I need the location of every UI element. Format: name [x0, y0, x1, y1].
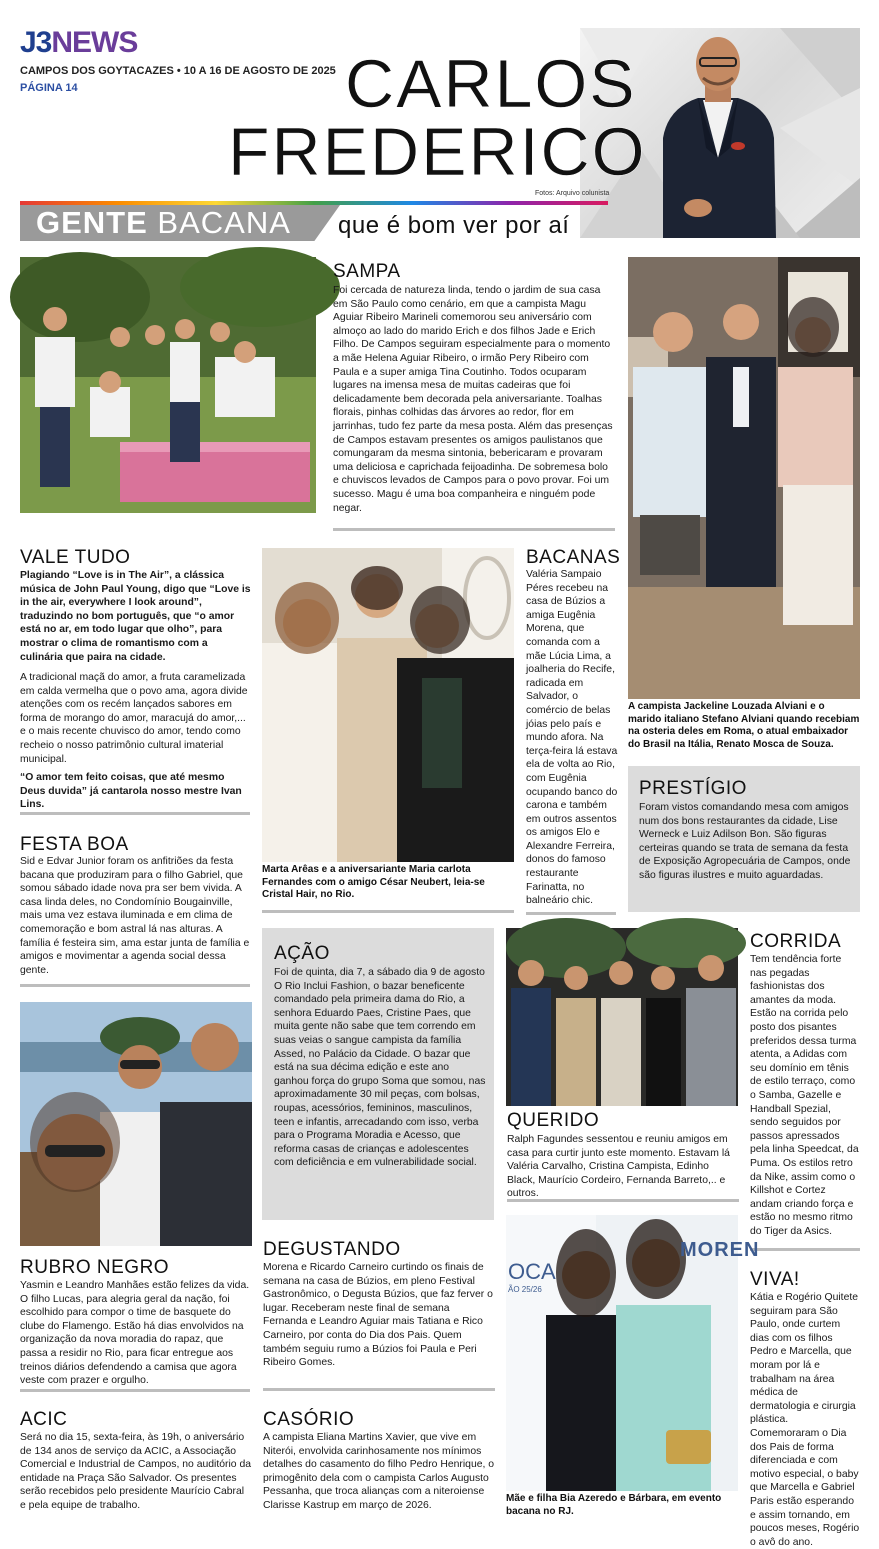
section-body-sampa: Foi cercada de natureza linda, tendo o jardim de sua casa em São Paulo como cenário, em que a campista Magu Aguiar Ribeiro Marineli comemorou seu aniversário com almoço ao lado do marido Erich e dos filhos Jade e Erich Filho. De Campos seguiram especialmente para o momento a mãe Helena Aguiar Ribeiro, o irmão Pery Ribeiro com Paula e a super amiga Tina Coutinho. Todos ocuparam lugares na imensa mesa de muitas cadeiras que foi delicadamente bem decorada pela aniversariante. Toalhas florais, pinhas colhidas das árvores ao redor, flor em jarrinhas, tudo fez parte da mesa posta. Além das presenças de Campos estavam presentes os amigos paulistanos que comungaram da mesma sintonia, bebericaram e provaram uma deliciosa e caprichada feijoadinha. De sobremesa bolo e chuviscos levados de Campos para o povo provar. Foi um sucesso. Magu é uma boa companheira e ninguém pode negar. — [333, 285, 613, 514]
section-body-vale-tudo: A tradicional maçã do amor, a fruta caramelizada em calda vermelha que o povo ama, agora divide atenções com os recém lançados sabores em forma de morango do amor, maracujá do amor,... e o mais recente chuvisco do amor, tendo como recheio o nosso patrimônio cultural imaterial municipal. — [20, 672, 248, 765]
photo-credit: Fotos: Arquivo colunista — [535, 190, 610, 197]
columnist-portrait — [658, 28, 778, 238]
photo-marta-cristal-hair — [262, 548, 514, 862]
column-banner-title — [36, 206, 291, 240]
photo-sign-moreno: MOREN — [680, 1239, 760, 1261]
divider — [263, 1388, 495, 1391]
section-body-acic: Será no dia 15, sexta-feira, às 19h, o aniversário de 134 anos de serviço da ACIC, a Associação Comercial e Industrial de Campos, no auditório da entidade na Praça São Salvador. Os presentes serão recebidos pelo presidente Maurício Cabral e pela equipe de trabalho. — [20, 1432, 252, 1511]
j3news-logo[interactable] — [20, 28, 137, 58]
photo-querido-group — [506, 928, 738, 1106]
photo-bia-barbara — [506, 1215, 760, 1491]
caption-marta: Marta Arêas e a aniversariante Maria carlota Fernandes com o amigo César Neubert, leia-se Cristal Hair, no Rio. — [262, 864, 485, 900]
photo-roma-osteria — [628, 257, 860, 699]
section-title-querido: QUERIDO — [507, 1110, 600, 1131]
photo-sign-oca-sub: ÃO 25/26 — [508, 1285, 542, 1294]
section-body-querido: Ralph Fagundes sessentou e reuniu amigos em casa para curtir junto este momento. Estavam lá Valéria Carvalho, Cristina Campista, Edinho Black, Maurício Cordeiro, Fernanda Barreto,.. e outros. — [507, 1134, 730, 1200]
photo-sampa-garden — [20, 257, 316, 513]
photo-sign-oca: OCA — [508, 1259, 556, 1284]
section-body-bacanas: Valéria Sampaio Péres recebeu na casa de Búzios a amiga Eugênia Morena, que comanda com a mãe Lúcia Lima, a joalheria do Recife, radicada em Salvador, o comércio de belas jóias pelo país e mundo afora. Na terça-feira lá estava ela de volta ao Rio, com Eugênia ocupando banco do carona e também em outros assentos os amigos Elo e Alexandre Ferreira, donos do famoso restaurante Farinatta, no balneário chic. — [526, 569, 618, 907]
logo-j3: J3 — [20, 26, 52, 59]
columnist-name-last: FREDERICO — [228, 114, 647, 190]
section-lead-vale-tudo: Plagiando “Love is in The Air”, a clássica música de John Paul Young, digo que “Love is in the air, everywhere I look around”, traduzindo no bom português, que “o amor está no ar, em todo lugar que olho”, para mostrar o clima de romantismo com a culinária que paira na cidade. — [20, 570, 251, 663]
divider — [20, 984, 250, 987]
section-title-rubro-negro: RUBRO NEGRO — [20, 1257, 170, 1278]
divider — [20, 1389, 250, 1392]
section-quote-vale-tudo: “O amor tem feito coisas, que até mesmo Deus duvida” já cantarola nosso mestre Ivan Lins. — [20, 772, 242, 811]
columnist-name-first: CARLOS — [345, 46, 637, 122]
section-body-rubro-negro: Yasmin e Leandro Manhães estão felizes da vida. O filho Lucas, para alegria geral da nação, foi escolhido para compor o time de basquete do clube do Flamengo. Estão há dias envolvidos na organização da nova moradia do rapaz, que passa a residir no Rio, para ficar entregue aos treinos diários defendendo a camisa que agora veste com prazer e orgulho. — [20, 1280, 250, 1387]
logo-news: NEWS — [51, 26, 138, 59]
divider — [750, 1248, 860, 1251]
section-title-prestigio: PRESTÍGIO — [639, 778, 747, 799]
divider — [507, 1199, 739, 1202]
divider — [262, 910, 514, 913]
section-title-degustando: DEGUSTANDO — [263, 1239, 401, 1260]
column-banner-subtitle: que é bom ver por aí — [338, 212, 570, 239]
section-body-degustando: Morena e Ricardo Carneiro curtindo os finais de semana na casa de Búzios, em pleno Festival Gastronômico, o Degusta Búzios, que faz ferver o lugar. Receberam neste final de semana Fernanda e Leandro Aguiar mais Tatiana e Rico Carneiro, por conta do Dia dos Pais. Quem também seguiu rumo a Búzios foi Paula e Peri Ribeiro Gomes. — [263, 1262, 493, 1369]
section-title-vale-tudo: VALE TUDO — [20, 547, 131, 568]
section-body-viva: Kátia e Rogério Quitete seguiram para São Paulo, onde curtem dias com os filhos Pedro e Marcella, que moram por lá e trabalham na área médica de dermatologia e cirurgia plástica. Comemoraram o Dia dos Pais de forma diferenciada e com motivo especial, o baby que Marcella e Gabriel Paris estão esperando e assim tornando, em poucos meses, Rogério o avô do ano. — [750, 1292, 860, 1548]
section-body-acao: Foi de quinta, dia 7, a sábado dia 9 de agosto O Rio Inclui Fashion, o bazar beneficente comandado pela primeira dama do Rio, a senhora Eduardo Paes, Cristine Paes, que muita gente não sabe que tem correndo em suas veias o sangue campista da família Assed, no Palácio da Cidade. O bazar que está na sua décima edição e este ano ganhou força do grupo Soma que somou, nas aproximadamente 30 mil peças, com bolsas, roupas, acessórios, femininos, masculinos, teen e infantis, arrecadando com isso, verba para o Programa Moradia e Acesso, que reforma casas de crianças e adolescentes com deficiência e em vulnerabilidade social. — [274, 967, 486, 1169]
section-title-sampa: SAMPA — [333, 261, 401, 282]
section-body-festa-boa: Sid e Edvar Junior foram os anfitriões da festa bacana que produziram para o filho Gabriel, que somou sábado idade nova pra ser bem vivida. A casa linda deles, no Condomínio Bougainville, mais uma vez estava iluminada e em clima de comemoração e bom astral lá nas alturas. A família é festeira sim, ama estar junta de família e amigos e movimentar a agenda social dessa gente. — [20, 856, 250, 976]
banner-bold-word: GENTE — [36, 205, 148, 240]
banner-light-word: BACANA — [157, 205, 291, 240]
section-body-casorio: A campista Eliana Martins Xavier, que vive em Niterói, envolvida carinhosamente nos mínimos detalhes do casamento do filho Pedro Henrique, o primogênito dela com o campista Carlos Augusto Pessanha, que troca alianças com a niteroiense Clarisse Kastrup em março de 2026. — [263, 1432, 495, 1511]
section-body-prestigio: Foram vistos comandando mesa com amigos num dos bons restaurantes da cidade, Lise Werneck e Luiz Adilson Bon. São figuras certeiras quando se trata de semana da festa de Exposição Agropecuária de Campos, onde são figuras ilustres e muito aguardadas. — [639, 802, 851, 881]
section-title-acao: AÇÃO — [274, 943, 330, 964]
divider — [526, 912, 616, 915]
section-title-acic: ACIC — [20, 1409, 68, 1430]
divider — [333, 528, 615, 531]
caption-roma: A campista Jackeline Louzada Alviani e o marido italiano Stefano Alviani quando recebiam na osteria deles em Roma, o atual embaixador do Brasil na Itália, Renato Mosca de Souza. — [628, 701, 860, 750]
dateline: CAMPOS DOS GOYTACAZES • 10 A 16 DE AGOSTO DE 2025 — [20, 65, 336, 77]
page-number: PÁGINA 14 — [20, 82, 78, 94]
section-title-casorio: CASÓRIO — [263, 1409, 355, 1430]
section-title-bacanas: BACANAS — [526, 547, 621, 568]
caption-bia: Mãe e filha Bia Azeredo e Bárbara, em evento bacana no RJ. — [506, 1493, 722, 1517]
section-title-festa-boa: FESTA BOA — [20, 834, 129, 855]
divider — [20, 812, 250, 815]
section-body-corrida: Tem tendência forte nas pegadas fashionistas dos amantes da moda. Estão na corrida pelo posto dos pisantes preferidos dessa turma atenta, a Adidas com seu domínio em tênis de estilo terraço, como o Samba, Gazelle e Handball Spezial, sendo seguidos por passos apressados pela linha Speedcat, da Puma. Os estilos retro da Nike, assim como o Killshot e Cortez andam criando força e estão no mesmo ritmo do Tiger da Asics. — [750, 954, 859, 1237]
photo-rubro-negro-family — [20, 1002, 252, 1246]
section-title-corrida: CORRIDA — [750, 931, 842, 952]
section-title-viva: VIVA! — [750, 1269, 800, 1290]
